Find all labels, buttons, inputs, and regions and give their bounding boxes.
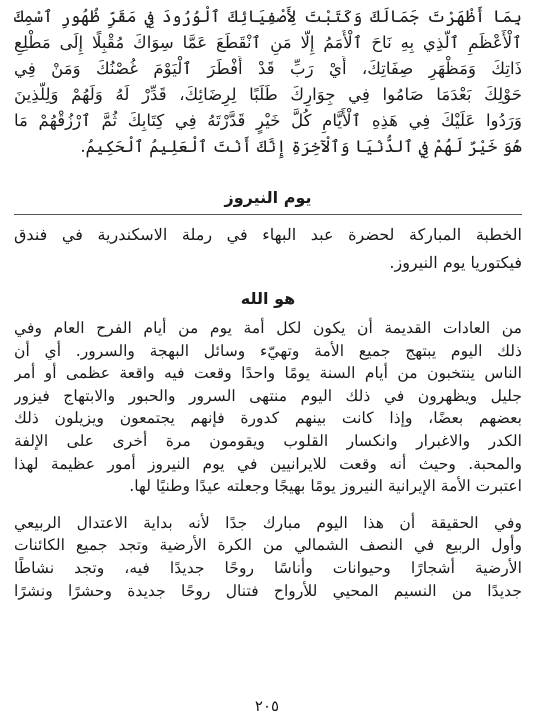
body-line: بعضهم بعضًا، وإذا كانت بينهم كدورة فإنهم يجتمعون ويزيلون ذلك: [14, 409, 522, 428]
prayer-line: حَوْلِكَ بَعْدَمَا صَامُوا فِي جِوَارِكَ طَلَبًا لِرِضَائِكَ، قَدِّرْ لَهُ وَلَهُمْ وَلِلَّذِينَ: [14, 85, 522, 104]
intro-note: [14, 221, 522, 277]
prayer-line: هُوَ خَيْرٌ لَهُمْ فِي ٱلدُّنْيَا وَٱلْآخِرَةِ إِنَّكَ أَنْتَ ٱلْعَلِيمُ ٱلْحَكِيمُ.: [80, 137, 522, 156]
section-title-huwa-allah: هو الله: [240, 289, 296, 308]
body-line: ذلك اليوم يبتهج جميع الأمة وتهيّء وسائل البهجة والسرور. أي أن: [14, 341, 522, 360]
body-line: وأول الربيع في النصف الشمالي من الكرة الأرضية وتجد جميع الكائنات: [14, 536, 522, 555]
body-line: الناس ينتخبون من أيام السنة يومًا واحدًا وقعت فيه واقعة عظمى أو أمر: [14, 364, 522, 383]
section-divider: [14, 214, 522, 215]
prayer-line: ٱلْأَعْظَمِ ٱلَّذِي بِهِ نَاحَ ٱلْأُمَمُ إِلَّا مَنِ ٱنْقَطَعَ عَمَّا سِوَاكَ مُقْبِلًا إِلَى مَطْلِعِ: [14, 33, 522, 52]
prayer-line: وَرَدُوا عَلَيْكَ فِي هَذِهِ ٱلْأَيَّامِ كُلَّ خَيْرٍ قَدَّرْتَهُ فِي كِتَابِكَ ثُمَّ ٱرْزُقْهُمْ مَا: [14, 111, 522, 130]
prayer-line: ذَاتِكَ وَمَظْهَرِ صِفَاتِكَ، أَيْ رَبِّ قَدْ أَفْطَرَ ٱلْيَوْمَ غُصْنُكَ وَمَنْ فِي: [14, 59, 522, 78]
body-line: وفي الحقيقة أن هذا اليوم مبارك جدًا لأنه بداية الاعتدال الربيعي: [14, 513, 522, 532]
intro-line: الخطبة المباركة لحضرة عبد البهاء في رملة الاسكندرية في فندق: [14, 225, 522, 244]
prayer-line: بِمَا أَظْهَرْتَ جَمَالَكَ وَكَتَبْتَ لِأَصْفِيَائِكَ ٱلْوُرُودَ فِي مَقَرِّ ظُهُورِ ٱسْمِكَ: [14, 7, 522, 26]
section-title-nowruz: يوم النيروز: [224, 188, 312, 207]
paragraph-gap: [14, 498, 522, 512]
body-line: جليل ويظهرون في ذلك اليوم منتهى السرور والحبور والابتهاج فيزور: [14, 386, 522, 405]
intro-line: فيكتوريا يوم النيروز.: [389, 253, 522, 272]
body-paragraph-2: [14, 512, 522, 602]
body-line: الأرضية أشجارًا وحيوانات وأناسًا روحًا جديدًا فيه، وتجد نشاطًا: [14, 558, 522, 577]
body-line: اعتبرت الأمة الإيرانية النيروز يومًا بهيجًا وجعلته عيدًا وطنيًا لها.: [129, 477, 522, 496]
page-number: ٢٠٥: [254, 697, 280, 715]
body-line: من العادات القديمة أن يكون لكل أمة يوم من أيام الفرح العام وفي: [14, 319, 522, 337]
body-paragraph-1: [14, 317, 522, 498]
body-line: الكدر والاغبرار وانكسار القلوب ويقومون مرة أخرى على الإلفة: [14, 431, 522, 450]
body-line: والمحبة. وحيث أنه وقعت للايرانيين في يوم النيروز أمور عظيمة لهذا: [14, 454, 522, 473]
body-line: جديدًا من النسيم المحيي للأرواح فتنال روحًا جديدة وحشرًا ونشرًا: [14, 581, 522, 600]
document-page: [14, 4, 522, 709]
prayer-passage: [14, 4, 522, 160]
